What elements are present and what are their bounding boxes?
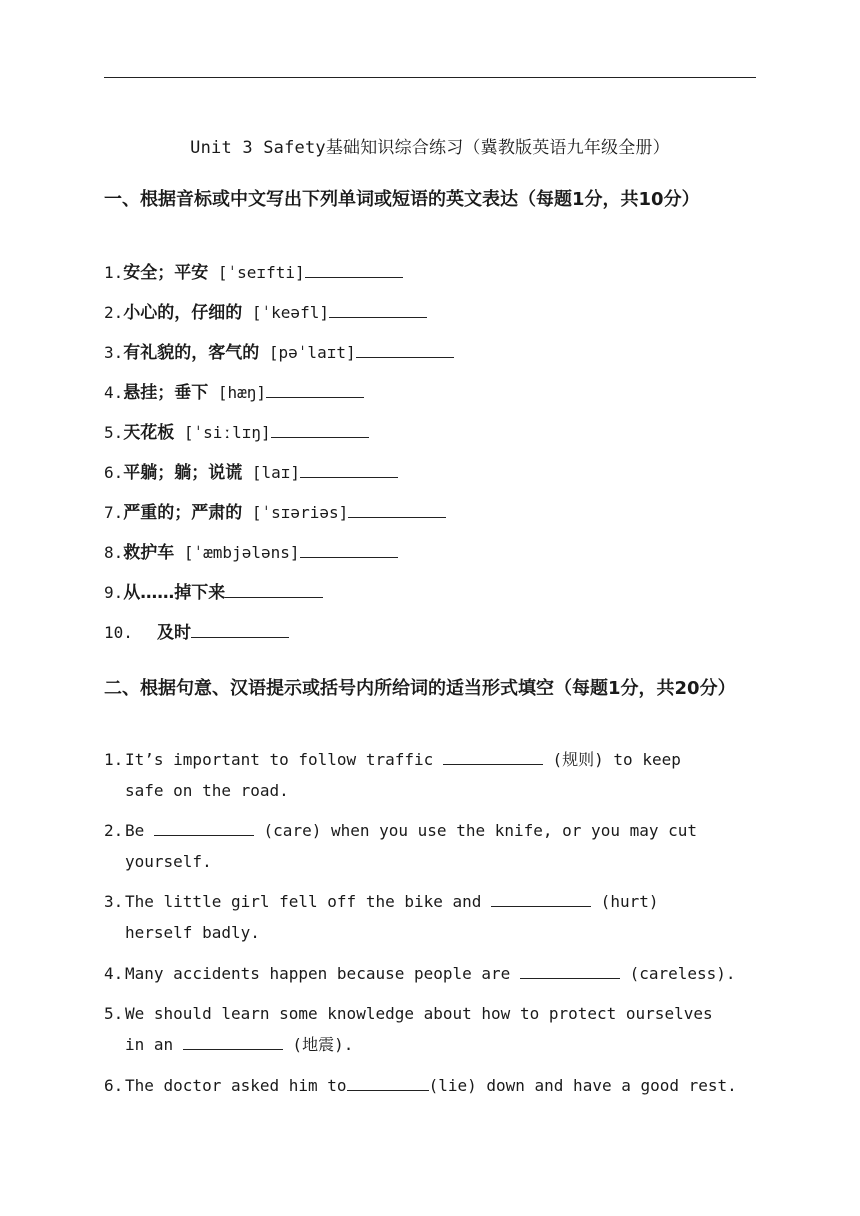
vocab-number: 4. — [104, 383, 124, 402]
vocab-number: 5. — [104, 423, 124, 442]
question-text: (规则) to keep — [542, 750, 681, 769]
vocab-chinese: 天花板 — [123, 423, 175, 443]
vocab-item-4 — [104, 382, 364, 403]
vocab-number: 9. — [104, 583, 124, 602]
vocab-item-7 — [104, 502, 446, 523]
question-text: in an — [125, 1035, 183, 1054]
vocab-phonetic: [ˈkeəfl] — [242, 303, 329, 322]
vocab-item-6 — [104, 462, 398, 483]
vocab-chinese: 救护车 — [123, 543, 175, 563]
answer-blank[interactable] — [266, 382, 364, 398]
vocab-item-9 — [104, 582, 323, 603]
answer-blank[interactable] — [356, 342, 454, 358]
vocab-item-10 — [104, 622, 289, 643]
vocab-phonetic: [ˈseɪfti] — [208, 263, 305, 282]
vocab-number: 8. — [104, 543, 124, 562]
question-text: It’s important to follow traffic — [125, 750, 443, 769]
vocab-phonetic: [ˈæmbjələns] — [174, 543, 300, 562]
answer-blank[interactable] — [300, 542, 398, 558]
question-number: 4. — [104, 964, 124, 983]
vocab-item-2 — [104, 302, 427, 323]
question-5 — [104, 998, 764, 1060]
vocab-item-3 — [104, 342, 454, 363]
answer-blank[interactable] — [491, 891, 591, 907]
vocab-chinese: 严重的；严肃的 — [123, 503, 243, 523]
question-6 — [104, 1070, 764, 1101]
question-3 — [104, 886, 764, 948]
question-number: 2. — [104, 821, 124, 840]
vocab-chinese: 安全；平安 — [123, 263, 209, 283]
question-text: We should learn some knowledge about how to protect ourselves — [125, 1004, 713, 1023]
question-4 — [104, 958, 764, 989]
question-text: (lie) down and have a good rest. — [428, 1076, 737, 1095]
section-2-heading: 二、根据句意、汉语提示或括号内所给词的适当形式填空（每题1分，共20分） — [104, 678, 736, 699]
answer-blank[interactable] — [191, 622, 289, 638]
vocab-number: 1. — [104, 263, 124, 282]
question-number: 6. — [104, 1076, 124, 1095]
answer-blank[interactable] — [225, 582, 323, 598]
vocab-chinese: 平躺；躺；说谎 — [123, 463, 243, 483]
vocab-number: 10. — [104, 623, 133, 642]
question-2 — [104, 815, 764, 877]
vocab-chinese: 有礼貌的，客气的 — [123, 343, 260, 363]
vocab-item-1 — [104, 262, 403, 283]
question-number: 5. — [104, 1004, 124, 1023]
question-1 — [104, 744, 764, 806]
vocab-phonetic: [ˈsiːlɪŋ] — [174, 423, 271, 442]
vocab-number: 2. — [104, 303, 124, 322]
answer-blank[interactable] — [329, 302, 427, 318]
header-rule — [104, 77, 756, 78]
question-text: The doctor asked him to — [125, 1076, 347, 1095]
vocab-item-5 — [104, 422, 369, 443]
vocab-chinese: 小心的，仔细的 — [123, 303, 243, 323]
question-text: Be — [125, 821, 154, 840]
answer-blank[interactable] — [347, 1075, 429, 1091]
answer-blank[interactable] — [154, 820, 254, 836]
vocab-number: 3. — [104, 343, 124, 362]
vocab-phonetic: [laɪ] — [242, 463, 301, 482]
question-text: (careless). — [619, 964, 736, 983]
answer-blank[interactable] — [443, 749, 543, 765]
question-text: The little girl fell off the bike and — [125, 892, 492, 911]
vocab-item-8 — [104, 542, 398, 563]
question-number: 1. — [104, 750, 124, 769]
vocab-number: 7. — [104, 503, 124, 522]
answer-blank[interactable] — [271, 422, 369, 438]
question-text: herself badly. — [125, 923, 260, 942]
question-number: 3. — [104, 892, 124, 911]
vocab-phonetic: [pəˈlaɪt] — [259, 343, 356, 362]
question-text: safe on the road. — [125, 781, 289, 800]
vocab-phonetic: [hæŋ] — [208, 383, 267, 402]
answer-blank[interactable] — [348, 502, 446, 518]
answer-blank[interactable] — [183, 1034, 283, 1050]
vocab-chinese: 从……掉下来 — [123, 583, 226, 603]
section-1-heading: 一、根据音标或中文写出下列单词或短语的英文表达（每题1分，共10分） — [104, 189, 700, 210]
question-text: (地震). — [282, 1035, 354, 1054]
vocab-chinese: 及时 — [157, 623, 191, 643]
page-title: Unit 3 Safety基础知识综合练习（冀教版英语九年级全册） — [190, 138, 670, 158]
vocab-chinese: 悬挂；垂下 — [123, 383, 209, 403]
vocab-number: 6. — [104, 463, 124, 482]
question-text: Many accidents happen because people are — [125, 964, 520, 983]
question-text: (care) when you use the knife, or you may cut — [253, 821, 698, 840]
answer-blank[interactable] — [520, 963, 620, 979]
question-text: (hurt) — [591, 892, 659, 911]
question-text: yourself. — [125, 852, 212, 871]
vocab-phonetic: [ˈsɪəriəs] — [242, 503, 349, 522]
answer-blank[interactable] — [305, 262, 403, 278]
answer-blank[interactable] — [300, 462, 398, 478]
